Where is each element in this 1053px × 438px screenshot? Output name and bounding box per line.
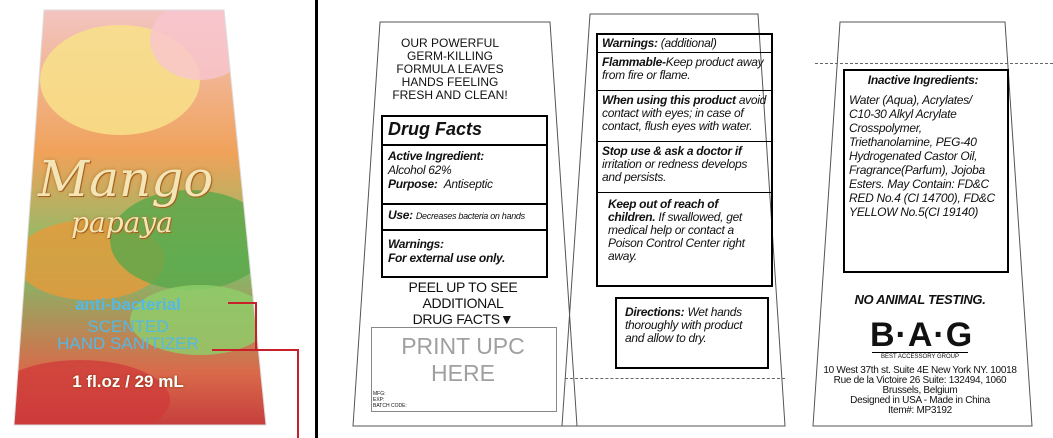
use-line: [388, 208, 548, 222]
warnings-value: For external use only.: [388, 251, 505, 265]
keep-label: Keep out of reach of children.: [608, 197, 719, 224]
product-type: [28, 318, 228, 352]
warnings-label: Warnings:: [602, 36, 658, 50]
when-label: When using this product: [602, 93, 736, 107]
warnings-label: Warnings:: [388, 237, 444, 251]
rule: [381, 229, 548, 231]
rule: [596, 90, 773, 91]
purpose-label: Purpose:: [388, 177, 438, 191]
exp-label: EXP:: [373, 397, 385, 403]
mfg-label: MFG:: [373, 391, 386, 397]
batch-info: [373, 391, 407, 409]
upc-placeholder: PRINT UPC HERE: [401, 333, 525, 386]
peel-instruction: [368, 279, 558, 327]
flammable-warning: [602, 56, 767, 82]
rule: [596, 141, 773, 142]
active-label: Active Ingredient:: [388, 149, 484, 163]
use-value: Decreases bacteria on hands: [415, 211, 525, 221]
drug-facts-title: Drug Facts: [388, 119, 483, 139]
address-line1: 10 West 37th st. Suite 4E New York NY. 10018: [823, 365, 1017, 376]
warnings-heading: [602, 37, 767, 50]
use-label: Use:: [388, 208, 413, 222]
size-label: 1 fl.oz / 29 mL: [72, 372, 184, 391]
rule: [596, 192, 773, 193]
item-number: Item#: MP3192: [888, 405, 952, 416]
purpose-value: Antiseptic: [443, 177, 493, 191]
fold-line: [565, 378, 785, 379]
address-line2: Rue de la Victoire 26 Suite: 132494, 1060: [833, 375, 1007, 386]
address-line3: Brussels, Belgium: [882, 385, 958, 396]
logo-subtitle: BEST ACCESSORY GROUP: [872, 352, 968, 360]
tagline: anti-bacterial: [75, 295, 181, 314]
warnings: [388, 237, 543, 265]
no-animal-testing: NO ANIMAL TESTING.: [854, 292, 986, 307]
stop-use-warning: [602, 145, 767, 184]
when-text: avoid contact with eyes; in case of contact, flush eyes with water.: [602, 93, 767, 133]
brand-name-line1: Mango: [38, 150, 214, 208]
peel-line2: DRUG FACTS▼: [412, 311, 514, 327]
rule: [381, 144, 548, 146]
when-using-warning: [602, 94, 770, 133]
keep-text: If swallowed, get medical help or contact a Poison Control Center right away.: [608, 210, 745, 263]
directions: [625, 306, 763, 345]
headline: OUR POWERFUL GERM-KILLING FORMULA LEAVES HANDS FEELING FRESH AND CLEAN!: [392, 36, 508, 102]
flammable-text: Keep product away from fire or flame.: [602, 55, 764, 82]
warnings-suffix: (additional): [660, 36, 717, 50]
stop-label: Stop use & ask a doctor if: [602, 144, 742, 158]
peel-line1: PEEL UP TO SEE ADDITIONAL: [408, 279, 518, 311]
rule: [381, 203, 548, 205]
flammable-label: Flammable-: [602, 55, 666, 69]
rule: [596, 52, 773, 53]
panel-divider: [315, 0, 318, 438]
stop-text: irritation or redness develops and persists.: [602, 157, 748, 184]
inactive-text: Water (Aqua), Acrylates/ C10-30 Alkyl Acrylate Crosspolymer, Triethanolamine, PEG-40 Hydrogenated Castor Oil, Fragrance(Parfum), Jojoba Esters. May Contain: FD&C RED No.4 (CI 14700), FD&C YELLOW No.5(CI 19140): [849, 93, 995, 219]
scent-line2: HAND SANITIZER: [57, 334, 199, 353]
inactive-title: Inactive Ingredients:: [867, 73, 979, 87]
directions-text: Wet hands thoroughly with product and allow to dry.: [625, 305, 743, 345]
bag-logo: B·A·G: [870, 316, 974, 354]
scent-line1: SCENTED: [87, 317, 169, 336]
address-line4: Designed in USA - Made in China: [850, 395, 990, 406]
batch-label: BATCH CODE:: [373, 403, 407, 409]
company-address: [810, 366, 1030, 416]
active-value: Alcohol 62%: [388, 163, 452, 177]
inactive-ingredients: [849, 73, 997, 219]
directions-label: Directions:: [625, 305, 685, 319]
active-ingredient: [388, 149, 543, 191]
keep-out-warning: [608, 198, 768, 263]
fold-line: [815, 63, 1053, 64]
brand-name-line2: papaya: [71, 206, 173, 239]
